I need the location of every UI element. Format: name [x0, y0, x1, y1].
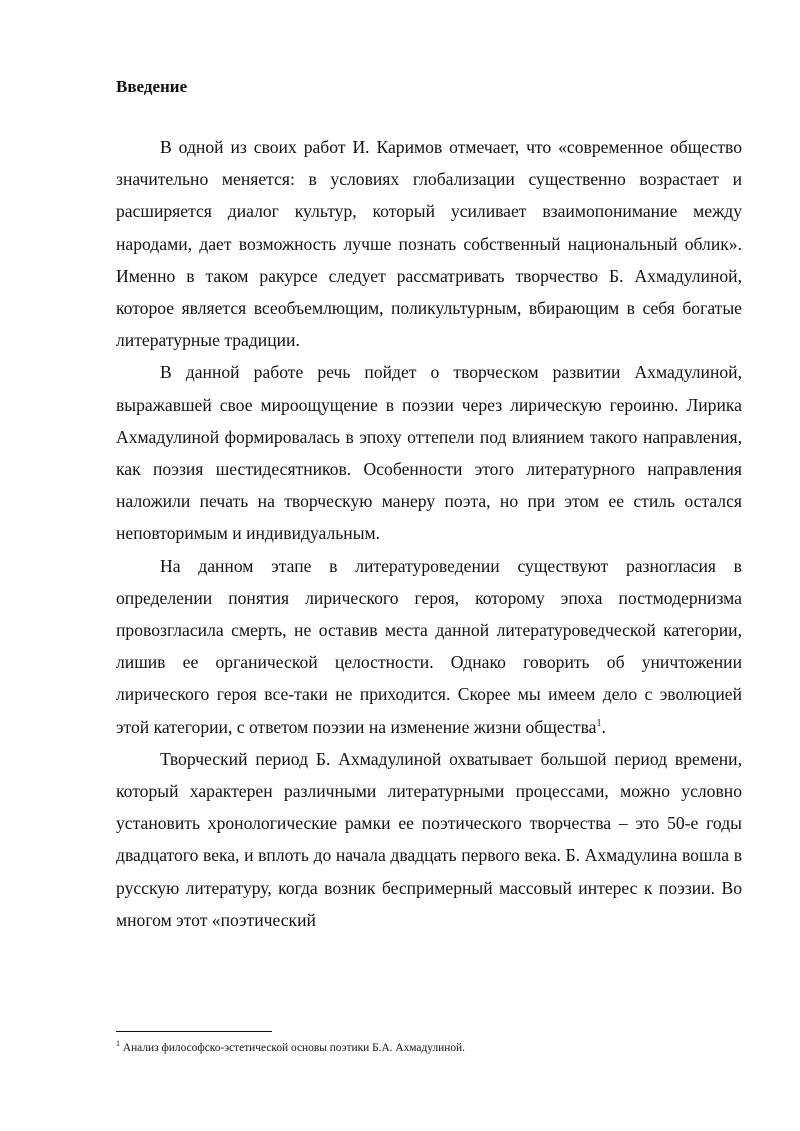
paragraph-3-tail: . — [601, 716, 606, 737]
footnote-marker: 1 — [116, 1039, 120, 1049]
paragraph-2: В данной работе речь пойдет о творческом развитии Ахмадулиной, выражавшей свое мироощущение в поэзии через лирическую героиню. Лирика Ахмадулиной формировалась в эпоху оттепели под влиянием такого направления, как поэзия шестидесятников. Особенности этого литературного направления наложили печать на творческую манеру поэта, но при этом ее стиль остался неповторимым и индивидуальным. — [116, 362, 742, 544]
footnote-separator — [116, 1031, 272, 1032]
paragraph-3 — [116, 550, 742, 743]
footnote — [116, 1041, 742, 1055]
paragraph-3-text: На данном этапе в литературоведении существуют разногласия в определении понятия лирического героя, которому эпоха постмодернизма провозгласила смерть, не оставив места данной литературоведческой категории, лишив ее органической целостности. Однако говорить об уничтожении лирического героя все-таки не приходится. Скорее мы имеем дело с эволюцией этой категории, с ответом поэзии на изменение жизни общества — [116, 555, 742, 737]
section-heading: Введение — [116, 77, 188, 96]
footnote-text: Анализ философско-эстетической основы поэтики Б.А. Ахмадулиной. — [120, 1042, 465, 1054]
body-text — [116, 131, 742, 936]
paragraph-4: Творческий период Б. Ахмадулиной охватывает большой период времени, который характерен различными литературными процессами, можно условно установить хронологические рамки ее поэтического творчества – это 50-е годы двадцатого века, и вплоть до начала двадцать первого века. Б. Ахмадулина вошла в русскую литературу, когда возник беспримерный массовый интерес к поэзии. Во многом этот «поэтический — [116, 748, 742, 930]
footnote-reference[interactable]: 1 — [596, 717, 602, 729]
paragraph-1: В одной из своих работ И. Каримов отмечает, что «современное общество значительно меняется: в условиях глобализации существенно возрастает и расширяется диалог культур, который усиливает взаимопонимание между народами, дает возможность лучше познать собственный национальный облик». Именно в таком ракурсе следует рассматривать творчество Б. Ахмадулиной, которое является всеобъемлющим, поликультурным, вбирающим в себя богатые литературные традиции. — [116, 137, 742, 351]
